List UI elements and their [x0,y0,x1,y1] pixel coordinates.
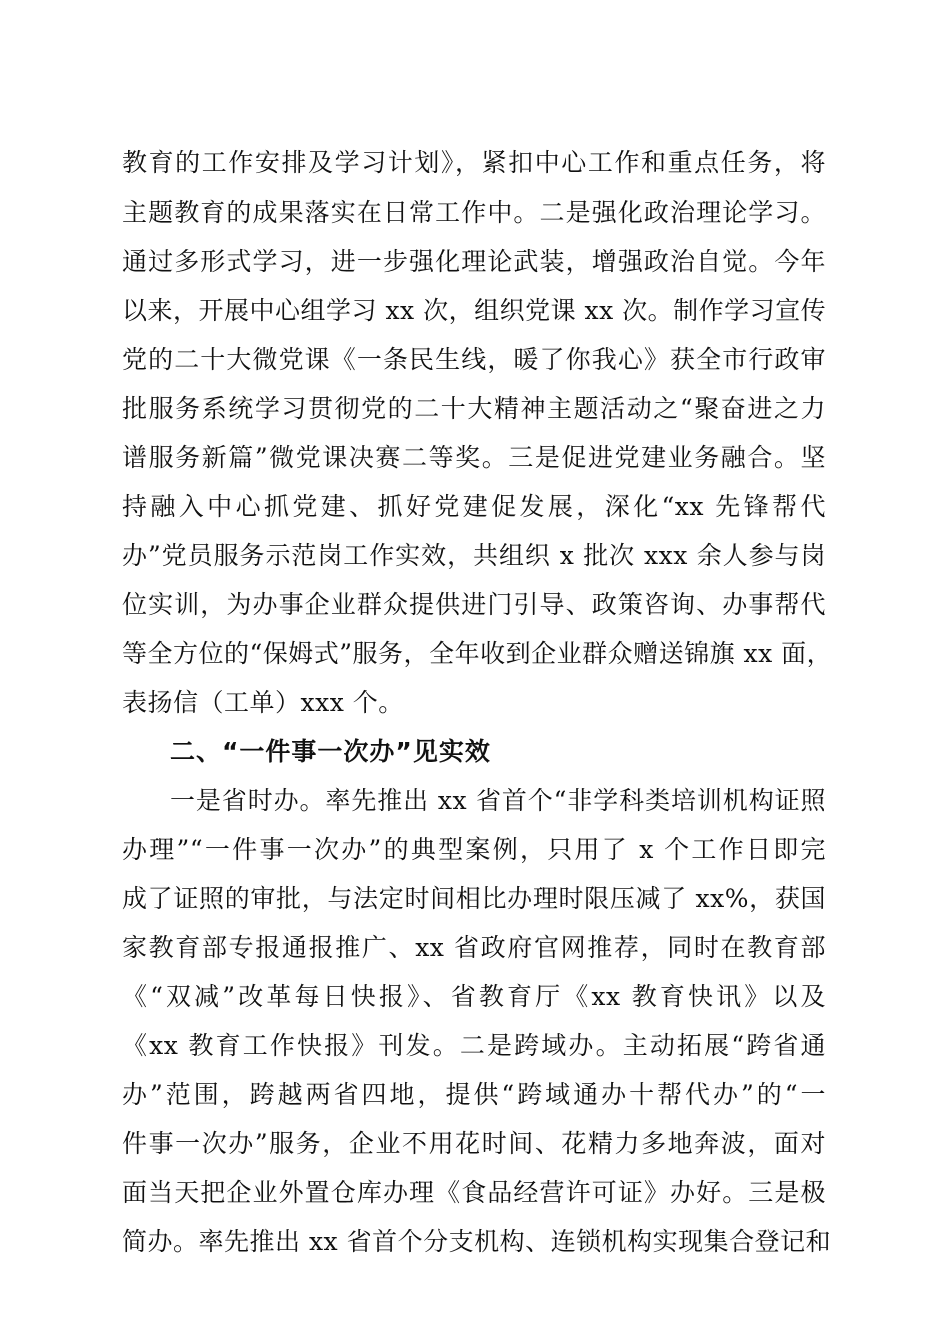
body-line-6: 批服务系统学习贯彻党的二十大精神主题活动之“聚奋进之力 [122,394,826,423]
body-line-9: 办”党员服务示范岗工作实效，共组织 x 批次 xxx 余人参与岗 [122,541,826,570]
body-line-5: 党的二十大微党课《一条民生线，暖了你我心》获全市行政审 [122,345,826,374]
body-line-18: 《xx 教育工作快报》刊发。二是跨域办。主动拓展“跨省通 [122,1031,826,1060]
body-line-19: 办”范围，跨越两省四地，提供“跨域通办十帮代办”的“一 [122,1080,826,1109]
body-line-22: 简办。率先推出 xx 省首个分支机构、连锁机构实现集合登记和 [122,1227,832,1256]
body-line-3: 通过多形式学习，进一步强化理论武装，增强政治自觉。今年 [122,247,826,276]
body-line-7: 谱服务新篇”微党课决赛二等奖。三是促进党建业务融合。坚 [122,443,826,472]
body-line-17: 《“双减”改革每日快报》、省教育厅《xx 教育快讯》以及 [122,982,826,1011]
body-line-8: 持融入中心抓党建、抓好党建促发展，深化“xx 先锋帮代 [122,492,826,521]
body-line-2: 主题教育的成果落实在日常工作中。二是强化政治理论学习。 [122,198,826,227]
body-line-10: 位实训，为办事企业群众提供进门引导、政策咨询、办事帮代 [122,590,826,619]
body-line-15: 成了证照的审批，与法定时间相比办理时限压减了 xx%，获国 [122,884,826,913]
body-line-1: 教育的工作安排及学习计划》，紧扣中心工作和重点任务，将 [122,148,826,177]
body-line-20: 件事一次办”服务，企业不用花时间、花精力多地奔波，面对 [122,1129,826,1158]
body-line-12: 表扬信（工单）xxx 个。 [122,688,404,717]
body-line-16: 家教育部专报通报推广、xx 省政府官网推荐，同时在教育部 [122,933,826,962]
body-line-4: 以来，开展中心组学习 xx 次，组织党课 xx 次。制作学习宣传 [122,296,827,325]
body-line-21: 面当天把企业外置仓库办理《食品经营许可证》办好。三是极 [122,1178,826,1207]
section-heading: 二、“一件事一次办”见实效 [170,737,491,766]
body-line-11: 等全方位的“保姆式”服务，全年收到企业群众赠送锦旗 xx 面， [122,639,833,668]
body-line-13: 一是省时办。率先推出 xx 省首个“非学科类培训机构证照 [170,786,826,815]
body-line-14: 办理”“一件事一次办”的典型案例，只用了 x 个工作日即完 [122,835,826,864]
